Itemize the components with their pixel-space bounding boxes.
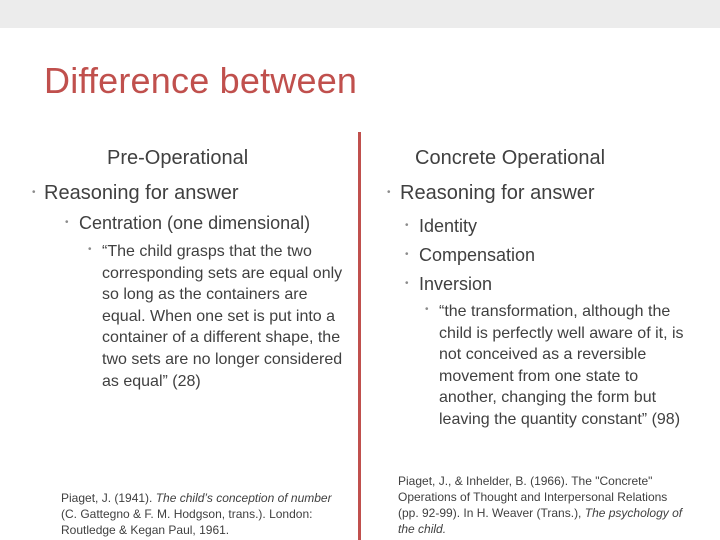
bullet-icon: • — [88, 244, 92, 255]
right-reference-title: The psychology of the child. — [398, 506, 683, 536]
top-band — [0, 0, 720, 28]
right-item-identity: Identity — [419, 216, 478, 236]
slide-title: Difference between — [44, 60, 358, 101]
bullet-icon: • — [425, 304, 429, 315]
bullet-icon: • — [32, 187, 36, 198]
left-level2: Centration (one dimensional) — [79, 213, 311, 233]
bullet-icon: • — [405, 220, 409, 231]
left-heading: Pre-Operational — [107, 147, 249, 169]
right-item-inversion: Inversion — [419, 274, 493, 294]
left-reference-suffix: (C. Gattegno & F. M. Hodgson, trans.). London: Routledge & Kegan Paul, 1961. — [61, 507, 313, 537]
right-reference-prefix: Piaget, J., & Inhelder, B. (1966). The "Concrete" Operations of Thought and Interpersonal Relations (pp. 92-99). In H. Weaver (Trans.), — [398, 474, 668, 520]
column-divider — [358, 132, 361, 540]
right-reference — [398, 473, 688, 537]
right-level1: Reasoning for answer — [400, 182, 595, 204]
left-level1: Reasoning for answer — [44, 182, 239, 204]
left-reference — [61, 490, 346, 538]
left-reference-title: The child’s conception of number — [155, 491, 332, 505]
right-heading: Concrete Operational — [415, 147, 606, 169]
right-item-compensation: Compensation — [419, 245, 536, 265]
left-reference-prefix: Piaget, J. (1941). — [61, 491, 156, 505]
right-quote: “the transformation, although the child is perfectly well aware of it, is not conceived as a reversible movement from one state to another, changing the form but leaving the quantity constant” (98) — [439, 303, 684, 428]
bullet-icon: • — [387, 187, 391, 198]
left-quote: “The child grasps that the two corresponding sets are equal only so long as the containers are equal. When one set is put into a container of a different shape, the two sets are no longer considered as equal” (28) — [102, 243, 343, 390]
bullet-icon: • — [65, 217, 69, 228]
bullet-icon: • — [405, 278, 409, 289]
bullet-icon: • — [405, 249, 409, 260]
